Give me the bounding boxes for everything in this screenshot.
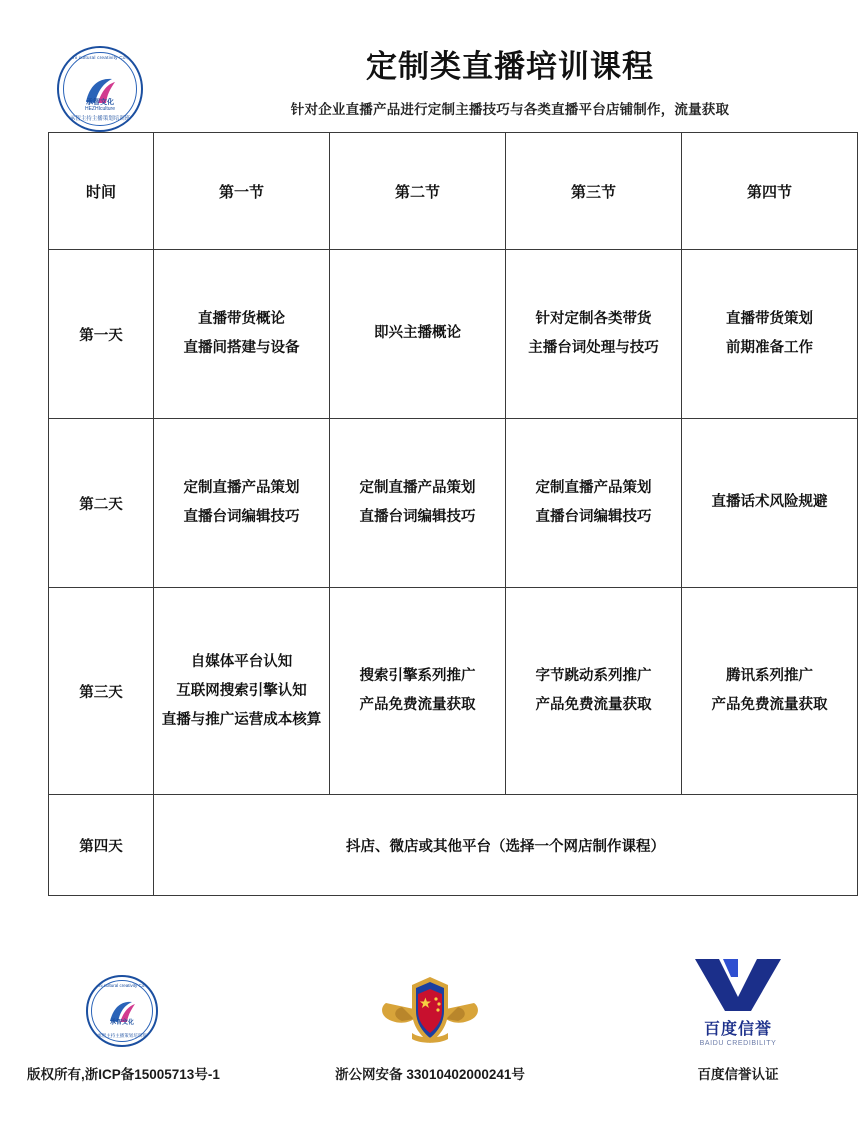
company-seal-icon (57, 46, 143, 132)
footer-badge-police (335, 973, 525, 1047)
cell-line: 产品免费流量获取 (359, 697, 476, 713)
cell-line: 直播台词编辑技巧 (535, 509, 652, 525)
cell-day2-session2 (330, 419, 506, 588)
seal-company-pinyin: HEZHIculture (84, 106, 115, 112)
row-label-day3: 第三天 (49, 588, 154, 795)
page-subtitle: 针对企业直播产品进行定制主播技巧与各类直播平台店铺制作，流量获取 (290, 102, 730, 118)
footer-captions (0, 1063, 860, 1083)
cell-line: 直播话术风险规避 (711, 494, 828, 511)
seal-bottom-text: 承智主持主播策划培训班 (97, 1033, 147, 1038)
seal-company-name: 承智文化 (109, 1020, 134, 1026)
cell-line: 直播带货概论 (198, 311, 285, 327)
logo-container (0, 44, 200, 132)
column-header-session-3: 第三节 (506, 133, 682, 250)
cell-line: 直播与推广运营成本核算 (161, 711, 322, 728)
cell-day3-session4 (682, 588, 858, 795)
document-header (0, 0, 860, 122)
footer-caption-police: 浙公网安备 33010402000241号 (335, 1067, 525, 1082)
cell-day3-session2 (330, 588, 506, 795)
cell-line: 产品免费流量获取 (711, 697, 828, 713)
cell-line: 搜索引擎系列推广 (359, 668, 476, 684)
cell-day4-all-sessions: 抖店、微店或其他平台（选择一个网店制作课程） (154, 795, 858, 896)
title-block (200, 44, 860, 118)
cell-line: 针对定制各类带货 (535, 311, 652, 327)
column-header-session-4: 第四节 (682, 133, 858, 250)
footer-badge-company-seal (27, 975, 217, 1047)
cell-line: 互联网搜索引擎认知 (176, 682, 307, 699)
police-emblem-icon (378, 973, 482, 1047)
row-label-day2: 第二天 (49, 419, 154, 588)
cell-line: 腾讯系列推广 (726, 668, 813, 684)
footer-caption-icp: 版权所有,浙ICP备15005713号-1 (27, 1067, 220, 1082)
footer-caption-baidu: 百度信誉认证 (697, 1067, 779, 1082)
column-header-session-1: 第一节 (154, 133, 330, 250)
row-label-day4: 第四天 (49, 795, 154, 896)
cell-day1-session3 (506, 250, 682, 419)
cell-line: 定制直播产品策划 (535, 480, 652, 496)
row-label-day1: 第一天 (49, 250, 154, 419)
table-row (49, 588, 858, 795)
seal-top-text: Hezhi cultural creativity Co.,Ltd (90, 983, 154, 988)
cell-line: 产品免费流量获取 (535, 697, 652, 713)
cell-line: 直播台词编辑技巧 (183, 509, 300, 525)
cell-day2-session4 (682, 419, 858, 588)
baidu-title: 百度信誉 (703, 1021, 772, 1038)
cell-line: 自媒体平台认知 (190, 653, 293, 670)
schedule-table-container (48, 132, 828, 896)
footer-badges (0, 955, 860, 1047)
column-header-session-2: 第二节 (330, 133, 506, 250)
table-row (49, 419, 858, 588)
cell-day2-session3 (506, 419, 682, 588)
cell-line: 直播间搭建与设备 (183, 340, 300, 356)
cell-day1-session2 (330, 250, 506, 419)
seal-bottom-text: 承智主持主播策划培训班 (69, 116, 131, 122)
baidu-v-icon (693, 955, 783, 1013)
cell-line: 前期准备工作 (726, 340, 813, 356)
cell-line: 即兴主播概论 (374, 325, 461, 342)
cell-line: 直播台词编辑技巧 (359, 509, 476, 525)
cell-day3-session1 (154, 588, 330, 795)
cell-line: 主播台词处理与技巧 (528, 340, 659, 356)
column-header-time: 时间 (49, 133, 154, 250)
schedule-table (48, 132, 858, 896)
cell-day2-session1 (154, 419, 330, 588)
cell-line: 定制直播产品策划 (183, 480, 300, 496)
page-title: 定制类直播培训课程 (366, 49, 654, 84)
footer-badge-baidu (643, 955, 833, 1047)
cell-line: 定制直播产品策划 (359, 480, 476, 496)
seal-top-text: Hezhi cultural creativity Co.,Ltd (64, 55, 136, 61)
cell-day3-session3 (506, 588, 682, 795)
cell-day1-session1 (154, 250, 330, 419)
table-row (49, 795, 858, 896)
company-seal-icon (86, 975, 158, 1047)
document-footer (0, 955, 860, 1105)
baidu-subtitle: BAIDU CREDIBILITY (699, 1040, 777, 1047)
cell-line: 字节跳动系列推广 (535, 668, 652, 684)
table-row (49, 250, 858, 419)
seal-company-name: 承智文化 (86, 99, 114, 106)
table-header-row (49, 133, 858, 250)
cell-day1-session4 (682, 250, 858, 419)
cell-line: 直播带货策划 (726, 311, 813, 327)
